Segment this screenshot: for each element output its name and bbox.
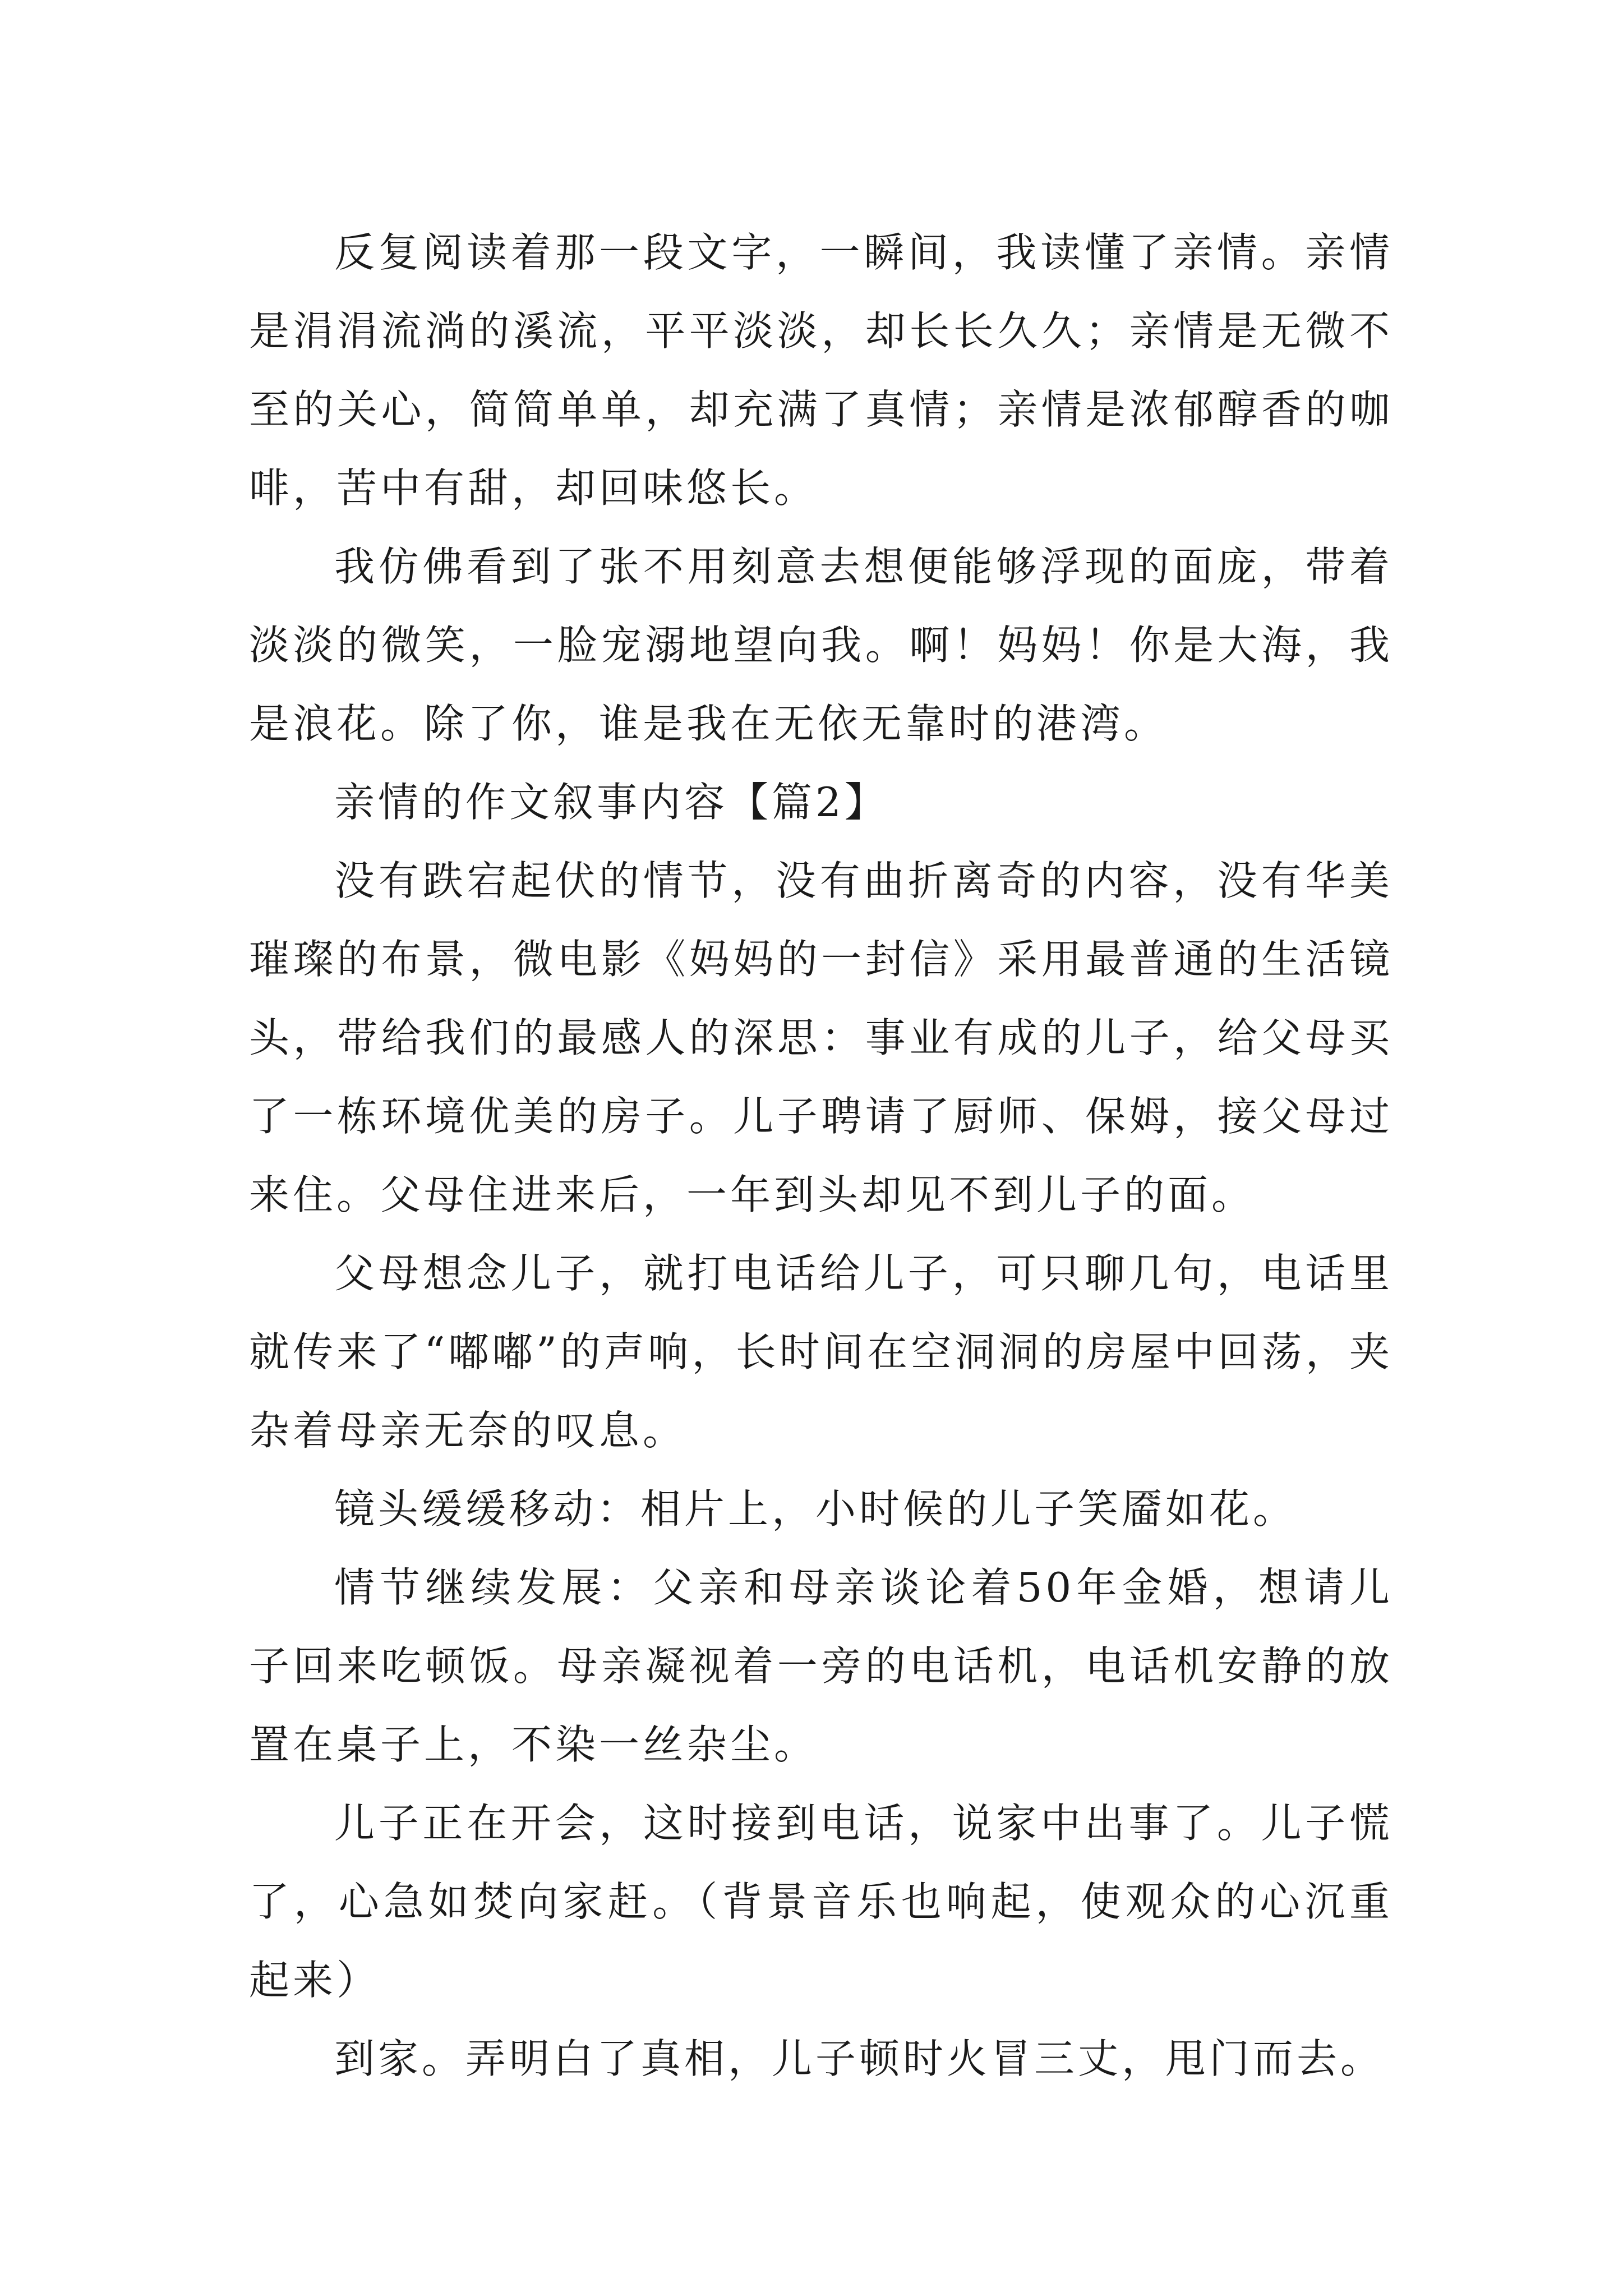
paragraph: 镜头缓缓移动：相片上，小时候的儿子笑靥如花。 bbox=[334, 1485, 1297, 1533]
section-heading: 亲情的作文叙事内容【篇2】 bbox=[334, 779, 888, 826]
paragraph: 反复阅读着那一段文字，一瞬间，我读懂了亲情。亲情是涓涓流淌的溪流，平平淡淡，却长长久久；亲情是无微不至的关心，简简单单，却充满了真情；亲情是浓郁醇香的咖啡，苦中有甜，却回味悠长。 bbox=[249, 229, 1393, 512]
paragraph: 儿子正在开会，这时接到电话，说家中出事了。儿子慌了，心急如焚向家赶。（背景音乐也响起，使观众的心沉重起来） bbox=[249, 1800, 1393, 2004]
paragraph: 没有跌宕起伏的情节，没有曲折离奇的内容，没有华美璀璨的布景，微电影《妈妈的一封信》采用最普通的生活镜头，带给我们的最感人的深思：事业有成的儿子，给父母买了一栋环境优美的房子。儿子聘请了厨师、保姆，接父母过来住。父母住进来后，一年到头却见不到儿子的面。 bbox=[249, 857, 1393, 1218]
paragraph: 情节继续发展：父亲和母亲谈论着50年金婚，想请儿子回来吃顿饭。母亲凝视着一旁的电话机，电话机安静的放置在桌子上，不染一丝杂尘。 bbox=[249, 1564, 1393, 1768]
paragraph: 父母想念儿子，就打电话给儿子，可只聊几句，电话里就传来了“嘟嘟”的声响，长时间在空洞洞的房屋中回荡，夹杂着母亲无奈的叹息。 bbox=[249, 1250, 1393, 1454]
document-body bbox=[249, 213, 1393, 2098]
paragraph: 到家。弄明白了真相，儿子顿时火冒三丈，甩门而去。 bbox=[334, 2035, 1385, 2082]
paragraph: 我仿佛看到了张不用刻意去想便能够浮现的面庞，带着淡淡的微笑，一脸宠溺地望向我。啊！妈妈！你是大海，我是浪花。除了你，谁是我在无依无靠时的港湾。 bbox=[249, 543, 1393, 747]
